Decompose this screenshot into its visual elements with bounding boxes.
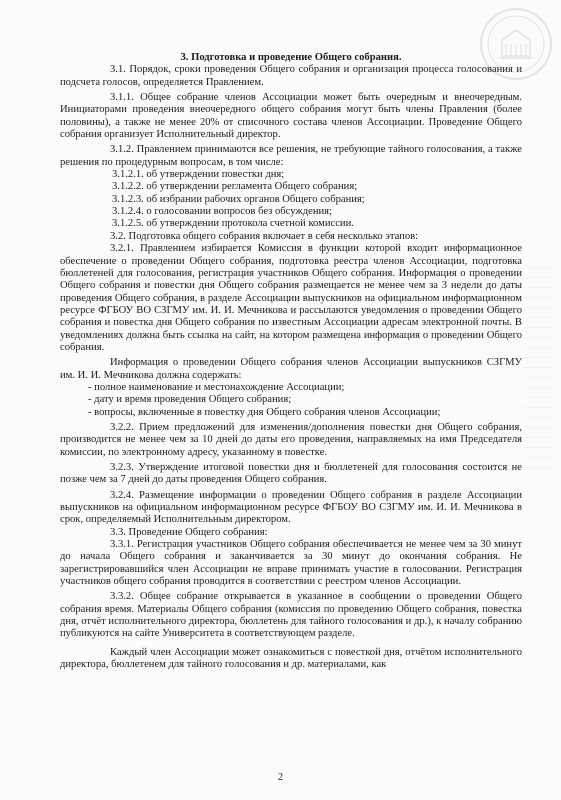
list-item: 3.1.2.3. об избрании рабочих органов Общего собрания; xyxy=(112,193,365,205)
section-heading: 3. Подготовка и проведение Общего собрания. xyxy=(180,52,402,63)
paragraph: 3.3.2. Общее собрание открывается в указанное в сообщении о проведении Общего собрания время. Материалы Общего собрания (комиссия по проведению Общего собрания, повестка дня, отчёт исполнительного директора, бюллетень для тайного голосования и др.), к началу собранию публикуются на сайте Университета в соответствующем разделе. xyxy=(60,591,522,640)
paragraph: 3.1.1. Общее собрание членов Ассоциации может быть очередным и внеочередным. Инициаторами проведения внеочередного общего собрания могут быть члены Правления (более половины), а также не менее 20% от списочного состава членов Ассоциации. Проведение Общего собрания организует Исполнительный директор. xyxy=(60,92,522,141)
paragraph: Информация о проведении Общего собрания членов Ассоциации выпускников СЗГМУ им. И. И. Мечникова должна содержать: xyxy=(60,357,522,381)
paragraph: 3.2. Подготовка общего собрания включает в себя несколько этапов: xyxy=(110,230,419,242)
paragraph: 3.1. Порядок, сроки проведения Общего собрания и организация процесса голосования и подсчета голосов, определяется Правлением. xyxy=(60,64,522,88)
list-item: - вопросы, включенные в повестку дня Общего собрания членов Ассоциации; xyxy=(88,406,441,418)
document-body xyxy=(60,52,522,672)
paragraph: 3.2.3. Утверждение итоговой повестки дня и бюллетеней для голосования состоится не позже чем за 7 дней до даты проведения Общего собрания. xyxy=(60,462,522,486)
page-number: 2 xyxy=(277,772,284,783)
paragraph: 3.1.2. Правлением принимаются все решения, не требующие тайного голосования, а также решения по процедурным вопросам, в том числе: xyxy=(60,144,522,168)
scan-bleedthrough xyxy=(523,258,553,468)
paragraph: Каждый член Ассоциации может ознакомиться с повесткой дня, отчётом исполнительного директора, бюллетенем для тайного голосования и др. материалами, как xyxy=(60,646,522,671)
list-item: 3.1.2.4. о голосовании вопросов без обсуждения; xyxy=(112,206,332,218)
paragraph: 3.2.4. Размещение информации о проведении Общего собрания в разделе Ассоциации выпускников на официальном информационном ресурсе ФГБОУ ВО СЗГМУ им. И. И. Мечникова в срок, определяемый Исполнительным директором. xyxy=(60,489,522,526)
paragraph: 3.3.1. Регистрация участников Общего собрания обеспечивается не менее чем за 30 минут до начала Общего собрания и заканчивается за 30 минут до окончания собрания. Не зарегистрировавшийся член Ассоциации не вправе принимать участие в голосовании. Регистрация участников общего собрания проводится в соответствии с реестром членов Ассоциации. xyxy=(60,539,522,588)
paragraph: 3.2.2. Прием предложений для изменения/дополнения повестки дня Общего собрания, производится не менее чем за 10 дней до даты его проведения, направляемых на имя Председателя комиссии, по электронному адресу, указанному в повестке. xyxy=(60,421,522,458)
list-item: 3.1.2.5. об утверждении протокола счетной комиссии. xyxy=(112,218,354,230)
paragraph: 3.2.1. Правлением избирается Комиссия в функции которой входит информационное обеспечение о проведении Общего собрания, подготовка реестра членов Ассоциации, подготовка бюллетеней для голосования, регистрация участников Общего собрания. Информация о проведении Общего собрания и повестки дня Общего собрания размещается не менее чем за 3 недели до даты проведения Общего собрания, в разделе Ассоциации выпускников на официальном информационном ресурсе ФГБОУ ВО СЗГМУ им. И. И. Мечникова и рассылаются уведомления о проведении Общего собрания и повестка дня Общего собрания по известным Ассоциации адресам электронной почты. В уведомлениях должна быть ссылка на сайт, на котором размещена информация о проведении Общего собрания. xyxy=(60,243,522,353)
list-item: 3.1.2.2. об утверждении регламента Общего собрания; xyxy=(112,181,358,193)
list-item: - дату и время проведения Общего собрания; xyxy=(88,394,292,406)
list-item: 3.1.2.1. об утверждении повестки дня; xyxy=(112,169,285,181)
paragraph: 3.3. Проведение Общего собрания: xyxy=(110,526,268,538)
list-item: - полное наименование и местонахождение Ассоциации; xyxy=(88,381,345,393)
